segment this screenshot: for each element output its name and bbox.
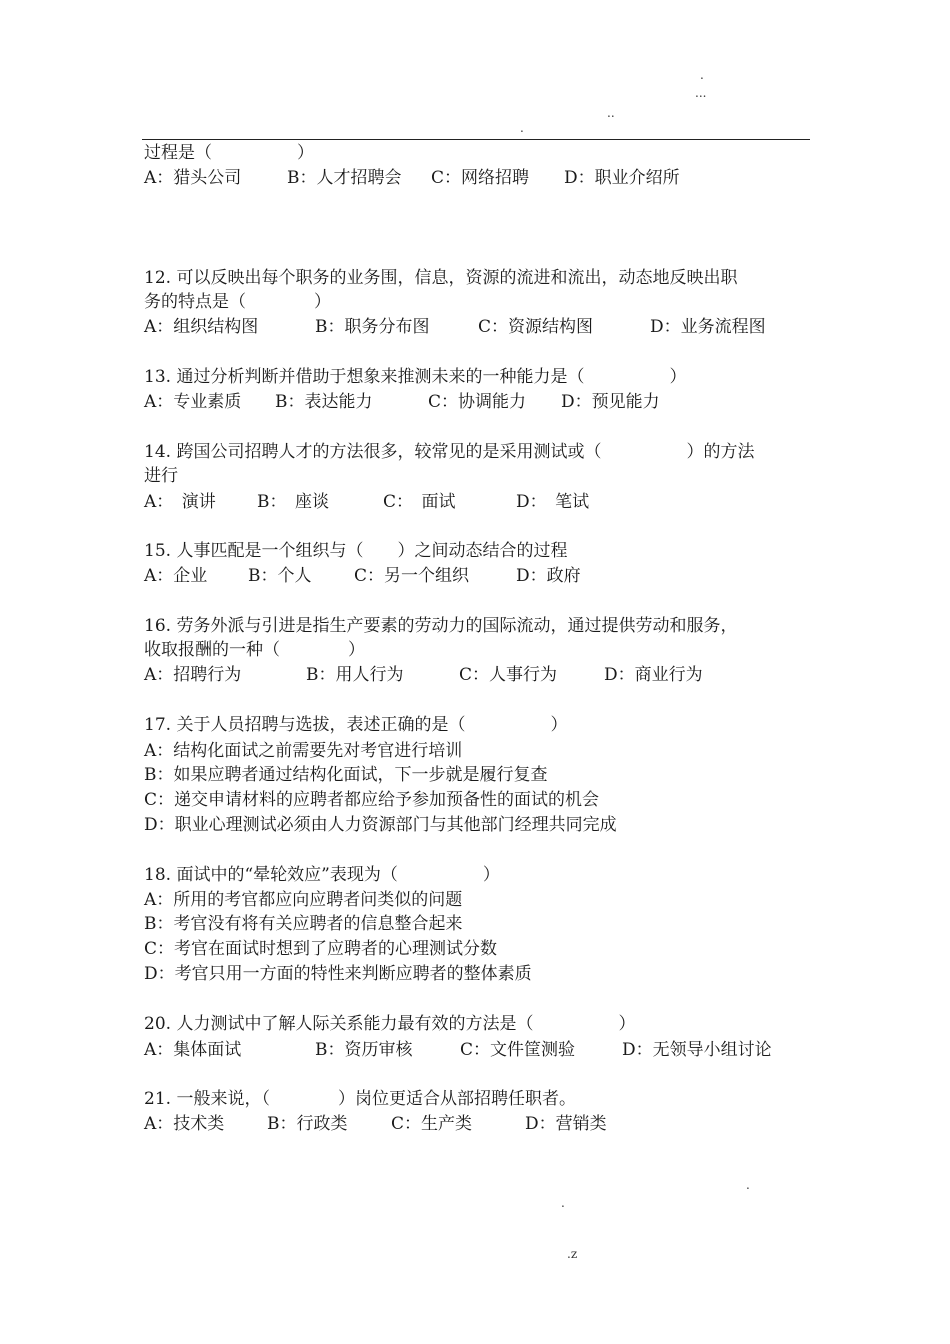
question-12-text-cont: 务的特点是（ ） bbox=[144, 292, 331, 312]
option-d: D：预见能力 bbox=[561, 392, 660, 412]
question-11-options bbox=[144, 166, 680, 190]
question-14-text-cont: 进行 bbox=[144, 466, 178, 486]
option-b: B：行政类 bbox=[267, 1114, 348, 1134]
question-14-text: 14. 跨国公司招聘人才的方法很多，较常见的是采用测试或（ ）的方法 bbox=[144, 442, 755, 462]
question-13-options bbox=[144, 390, 660, 414]
question-15-text: 15. 人事匹配是一个组织与（ ）之间动态结合的过程 bbox=[144, 541, 568, 561]
option-c: C：资源结构图 bbox=[478, 317, 594, 337]
question-21-text: 21. 一般来说，（ ）岗位更适合从部招聘任职者。 bbox=[144, 1089, 576, 1109]
question-13-text: 13. 通过分析判断并借助于想象来推测未来的一种能力是（ ） bbox=[144, 367, 687, 387]
option-d: D：考官只用一方面的特性来判断应聘者的整体素质 bbox=[144, 964, 532, 984]
option-d: D：政府 bbox=[516, 566, 581, 586]
option-c: C：协调能力 bbox=[428, 392, 527, 412]
option-a: A：专业素质 bbox=[144, 392, 242, 412]
option-b: B：考官没有将有关应聘者的信息整合起来 bbox=[144, 914, 463, 934]
option-b: B：如果应聘者通过结构化面试，下一步就是履行复查 bbox=[144, 765, 548, 785]
option-b: B：资历审核 bbox=[315, 1040, 413, 1060]
question-16-text-cont: 收取报酬的一种（ ） bbox=[144, 640, 365, 660]
option-b: B： 座谈 bbox=[257, 492, 329, 512]
option-b: B：人才招聘会 bbox=[287, 168, 402, 188]
option-a: A：组织结构图 bbox=[144, 317, 259, 337]
question-20-text: 20. 人力测试中了解人际关系能力最有效的方法是（ ） bbox=[144, 1014, 636, 1034]
footer-mark: . bbox=[561, 1196, 565, 1210]
option-c: C：递交申请材料的应聘者都应给予参加预备性的面试的机会 bbox=[144, 790, 600, 810]
option-b: B：用人行为 bbox=[306, 665, 404, 685]
question-16-text: 16. 劳务外派与引进是指生产要素的劳动力的国际流动，通过提供劳动和服务， bbox=[144, 616, 738, 636]
option-d: D： 笔试 bbox=[516, 492, 590, 512]
option-a: A：猎头公司 bbox=[144, 168, 242, 188]
footer-mark: .z bbox=[567, 1247, 578, 1261]
option-d: D：职业介绍所 bbox=[564, 168, 680, 188]
option-a: A：招聘行为 bbox=[144, 665, 242, 685]
option-d: D：商业行为 bbox=[604, 665, 703, 685]
option-c: C：人事行为 bbox=[459, 665, 558, 685]
option-a: A：企业 bbox=[144, 566, 208, 586]
option-c: C：网络招聘 bbox=[431, 168, 530, 188]
option-c: C：另一个组织 bbox=[354, 566, 470, 586]
question-21-options bbox=[144, 1112, 607, 1136]
question-16-options bbox=[144, 663, 703, 687]
option-b: B：个人 bbox=[248, 566, 312, 586]
option-a: A：所用的考官都应向应聘者问类似的问题 bbox=[144, 890, 463, 910]
header-mark: . bbox=[700, 68, 704, 82]
option-c: C： 面试 bbox=[383, 492, 456, 512]
header-mark: ... bbox=[695, 86, 707, 100]
option-b: B：职务分布图 bbox=[315, 317, 430, 337]
question-20-options bbox=[144, 1038, 772, 1062]
question-11-continuation: 过程是（ ） bbox=[144, 143, 314, 163]
question-12-text: 12. 可以反映出每个职务的业务围，信息，资源的流进和流出，动态地反映出职 bbox=[144, 268, 738, 288]
header-mark: . bbox=[520, 121, 524, 135]
question-14-options bbox=[144, 490, 589, 514]
option-d: D：职业心理测试必须由人力资源部门与其他部门经理共同完成 bbox=[144, 815, 617, 835]
option-d: D：业务流程图 bbox=[650, 317, 766, 337]
option-c: C：生产类 bbox=[391, 1114, 473, 1134]
footer-mark: . bbox=[746, 1178, 750, 1192]
question-17-text: 17. 关于人员招聘与选拔，表述正确的是（ ） bbox=[144, 715, 568, 735]
header-rule bbox=[142, 139, 810, 140]
option-d: D：营销类 bbox=[525, 1114, 607, 1134]
header-mark: .. bbox=[607, 106, 615, 120]
question-15-options bbox=[144, 564, 581, 588]
option-b: B：表达能力 bbox=[275, 392, 373, 412]
option-a: A： 演讲 bbox=[144, 492, 216, 512]
option-a: A：结构化面试之前需要先对考官进行培训 bbox=[144, 741, 463, 761]
question-12-options bbox=[144, 315, 766, 339]
option-c: C：考官在面试时想到了应聘者的心理测试分数 bbox=[144, 939, 498, 959]
question-18-text: 18. 面试中的“晕轮效应”表现为（ ） bbox=[144, 865, 500, 885]
option-a: A：技术类 bbox=[144, 1114, 225, 1134]
option-c: C：文件筐测验 bbox=[460, 1040, 576, 1060]
option-d: D：无领导小组讨论 bbox=[622, 1040, 772, 1060]
option-a: A：集体面试 bbox=[144, 1040, 242, 1060]
